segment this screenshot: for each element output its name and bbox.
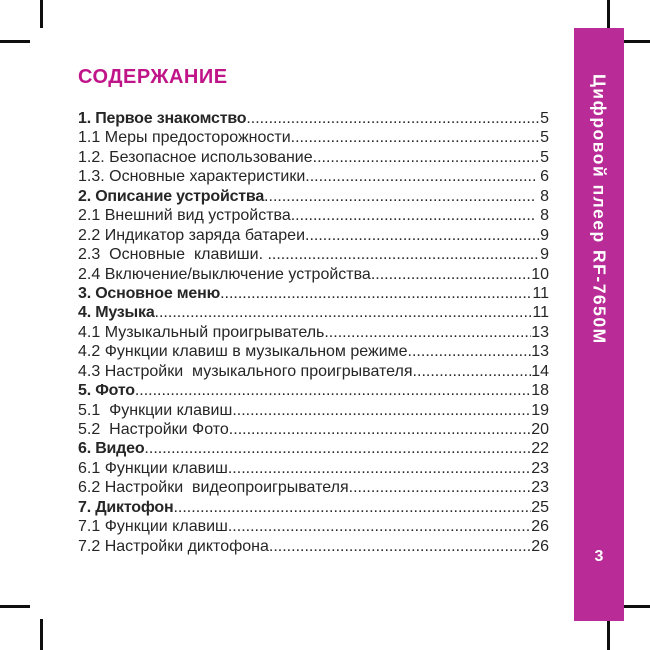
toc-entry-label: 1.2. Безопасное использование — [78, 148, 313, 166]
toc-entry — [78, 439, 549, 458]
toc-entry-label: 2.2 Индикатор заряда батареи — [78, 226, 306, 244]
crop-mark-top-left-vertical — [40, 0, 43, 28]
toc-entry — [78, 381, 549, 400]
toc-entry-page: 5 — [540, 129, 549, 147]
dot-leader — [144, 439, 531, 458]
toc-entry-page: 5 — [540, 110, 549, 127]
toc-entry-label: 2. Описание устройства — [78, 187, 265, 205]
dot-leader — [305, 167, 535, 186]
toc-entry — [78, 362, 549, 381]
toc-entry-label: 5.1 Функции клавиш — [78, 401, 233, 419]
toc-entry-page: 5 — [540, 148, 549, 166]
dot-leader — [291, 206, 536, 225]
crop-mark-bottom-left-horizontal — [0, 605, 30, 608]
toc-entry — [78, 167, 549, 186]
toc-entry-page: 8 — [535, 207, 549, 225]
crop-mark-top-left-horizontal — [0, 40, 30, 43]
dot-leader — [291, 128, 540, 147]
toc-entry-label: 5. Фото — [78, 382, 135, 400]
toc-entry — [78, 420, 549, 439]
toc-entry — [78, 206, 549, 225]
dot-leader — [173, 498, 531, 517]
toc-entry-label: 5.2 Настройки Фото — [78, 421, 229, 438]
dot-leader — [408, 342, 532, 361]
dot-leader — [155, 303, 533, 322]
toc-entry-page: 22 — [531, 440, 549, 458]
toc-entry — [78, 187, 549, 206]
toc-entry-page: 10 — [531, 265, 549, 283]
dot-leader — [349, 478, 532, 497]
toc-entry-page: 9 — [540, 246, 549, 264]
toc-entry-page: 9 — [540, 226, 549, 244]
dot-leader — [324, 323, 531, 342]
dot-leader — [267, 245, 540, 264]
toc-entry-label: 2.4 Включение/выключение устройства — [78, 265, 371, 283]
dot-leader — [135, 381, 531, 400]
page-title: СОДЕРЖАНИЕ — [78, 66, 228, 88]
dot-leader — [246, 109, 540, 128]
toc-entry — [78, 245, 549, 264]
toc-entry-label: 6. Видео — [78, 440, 145, 458]
toc-entry-page: 19 — [531, 401, 549, 419]
toc-entry-label: 4.2 Функции клавиш в музыкальном режиме — [78, 343, 408, 361]
toc-entry — [78, 303, 549, 322]
toc-entry-page: 20 — [531, 421, 549, 438]
dot-leader — [232, 401, 531, 420]
toc-entry — [78, 265, 549, 284]
dot-leader — [220, 284, 532, 303]
toc-entry-label: 2.3 Основные клавиши. — [78, 246, 268, 264]
toc-entry-label: 6.1 Функции клавиш — [78, 459, 228, 477]
toc-entry-label: 1. Первое знакомство — [78, 110, 247, 127]
dot-leader — [305, 226, 540, 245]
dot-leader — [313, 148, 540, 167]
toc-entry — [78, 537, 549, 556]
sidebar-page-number: 3 — [594, 548, 604, 565]
toc-entry-label: 4. Музыка — [78, 304, 155, 322]
toc-entry — [78, 478, 549, 497]
toc-entry-page: 18 — [531, 382, 549, 400]
toc-entry-label: 4.3 Настройки музыкального проигрывателя — [78, 362, 413, 380]
toc-entry-label: 6.2 Настройки видеопроигрывателя — [78, 479, 349, 497]
toc-entry-label: 2.1 Внешний вид устройства — [78, 207, 291, 225]
toc-entry — [78, 323, 549, 342]
toc-entry-label: 4.1 Музыкальный проигрыватель — [78, 323, 325, 341]
dot-leader — [228, 517, 531, 536]
toc-entry-page: 23 — [531, 459, 549, 477]
toc-entry-page: 8 — [535, 187, 549, 205]
toc-entry-page: 6 — [535, 168, 549, 186]
dot-leader — [228, 459, 531, 478]
toc-entry — [78, 401, 549, 420]
toc-entry-page: 25 — [531, 498, 549, 516]
toc-list — [78, 109, 549, 556]
dot-leader — [371, 265, 531, 284]
dot-leader — [264, 187, 536, 206]
toc-entry-label: 7. Диктофон — [78, 498, 174, 516]
toc-entry-page: 11 — [532, 304, 549, 322]
toc-entry — [78, 498, 549, 517]
crop-mark-bottom-left-vertical — [40, 619, 43, 650]
dot-leader — [229, 420, 531, 439]
toc-entry-label: 7.1 Функции клавиш — [78, 518, 228, 536]
toc-entry — [78, 226, 549, 245]
toc-entry — [78, 109, 549, 128]
toc-entry — [78, 517, 549, 536]
toc-entry-page: 13 — [531, 323, 549, 341]
toc-entry-page: 14 — [531, 362, 549, 380]
dot-leader — [413, 362, 532, 381]
toc-entry — [78, 459, 549, 478]
toc-entry-label: 3. Основное меню — [78, 284, 221, 302]
toc-entry-page: 23 — [531, 479, 549, 497]
toc-entry — [78, 342, 549, 361]
toc-entry-page: 26 — [531, 537, 549, 555]
toc-entry-page: 13 — [531, 343, 549, 361]
toc-entry-label: 1.1 Меры предосторожности — [78, 129, 291, 147]
sidebar-title: Цифровой плеер RF-7650M — [589, 74, 610, 345]
crop-mark-top-right-vertical — [607, 0, 610, 28]
toc-entry — [78, 284, 549, 303]
toc-entry-page: 26 — [531, 518, 549, 536]
sidebar — [574, 28, 624, 621]
toc-entry — [78, 148, 549, 167]
toc-entry-page: 11 — [532, 284, 549, 302]
crop-mark-bottom-right-vertical — [607, 620, 610, 650]
toc-entry-label: 7.2 Настройки диктофона — [78, 537, 269, 555]
toc-entry-label: 1.3. Основные характеристики — [78, 168, 306, 186]
toc-entry — [78, 128, 549, 147]
dot-leader — [269, 537, 531, 556]
